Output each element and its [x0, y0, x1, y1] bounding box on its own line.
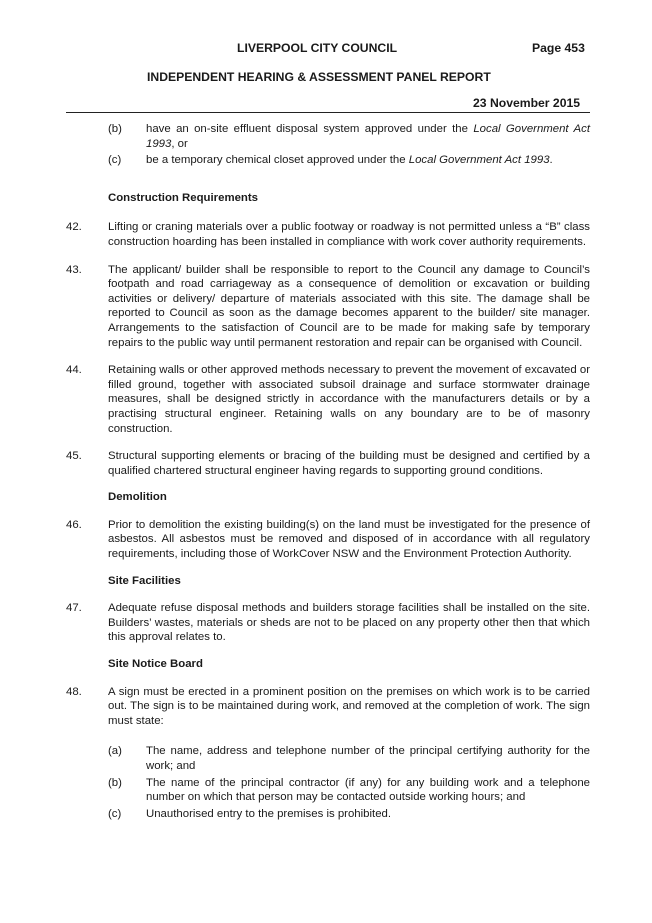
- item-label: (a): [108, 745, 122, 758]
- item-text: The name, address and telephone number of the principal certifying authority for the work; and: [146, 745, 590, 772]
- list-item: [66, 744, 590, 773]
- list-item: [66, 122, 590, 151]
- condition-46: [66, 518, 590, 562]
- condition-number: 45.: [66, 450, 82, 463]
- header-rule: [66, 112, 590, 113]
- report-title: INDEPENDENT HEARING & ASSESSMENT PANEL REPORT: [147, 70, 491, 84]
- item-text: Unauthorised entry to the premises is prohibited.: [146, 807, 392, 820]
- condition-text: Structural supporting elements or bracing of the building must be designed and certified by a qualified chartered structural engineer having regards to supporting ground conditions.: [108, 450, 590, 477]
- condition-text: Retaining walls or other approved methods necessary to prevent the movement of excavated or filled ground, together with associated subsoil drainage and surface stormwater drainage measures, shall be designed strictly in accordance with the manufacturers details or by a practising structural engineer. Retaining walls on any boundary are to be of masonry construction.: [108, 364, 590, 435]
- item-label: (b): [108, 123, 122, 135]
- condition-48: [66, 685, 590, 729]
- condition-number: 47.: [66, 602, 82, 615]
- section-heading: Construction Requirements: [108, 191, 258, 204]
- item-text: have an on-site effluent disposal system approved under the Local Government Act 1993, or: [146, 123, 590, 150]
- item-label: (c): [108, 807, 122, 820]
- condition-number: 46.: [66, 518, 82, 531]
- section-heading: Site Notice Board: [108, 658, 203, 671]
- item-label: (b): [108, 776, 122, 789]
- section-heading: Demolition: [108, 491, 167, 504]
- condition-number: 42.: [66, 221, 82, 234]
- condition-number: 43.: [66, 263, 82, 276]
- condition-44: [66, 363, 590, 436]
- condition-text: Lifting or craning materials over a public footway or roadway is not permitted unless a “B” class construction hoarding has been installed in compliance with work cover authority requirements.: [108, 221, 590, 248]
- condition-number: 44.: [66, 364, 82, 377]
- condition-text: A sign must be erected in a prominent position on the premises on which work is to be carried out. The sign is to be maintained during work, and removed at the completion of work. The sign must state:: [108, 685, 590, 727]
- report-date: 23 November 2015: [473, 96, 581, 110]
- section-heading: Site Facilities: [108, 574, 181, 587]
- council-name: LIVERPOOL CITY COUNCIL: [237, 41, 398, 55]
- condition-45: [66, 449, 590, 478]
- report-body: [66, 122, 590, 821]
- list-item: [66, 807, 590, 822]
- condition-text: The applicant/ builder shall be responsible to report to the Council any damage to Council’s footpath and road carriageway as a consequence of demolition or excavation or building activities or delivery/ departure of materials associated with this site. The damage shall be reported to Council as soon as the damage becomes apparent to the builder/ site manager. Arrangements to the satisfaction of Council are to be made for making safe by temporary repairs to the public way until permanent restoration and repair can be organised with Council.: [108, 263, 590, 349]
- list-item: [66, 153, 590, 168]
- item-label: (c): [108, 154, 122, 167]
- condition-number: 48.: [66, 685, 82, 698]
- item-text: be a temporary chemical closet approved under the Local Government Act 1993.: [146, 154, 553, 167]
- condition-42: [66, 220, 590, 249]
- condition-text: Adequate refuse disposal methods and builders storage facilities shall be installed on the site. Builders’ wastes, materials or sheds are not to be placed on any property other then that which this approval relates to.: [108, 602, 590, 644]
- condition-text: Prior to demolition the existing building(s) on the land must be investigated for the presence of asbestos. All asbestos must be removed and disposed of in accordance with all regulatory requirements, including those of WorkCover NSW and the Environment Protection Authority.: [108, 518, 590, 561]
- item-text: The name of the principal contractor (if any) for any building work and a telephone number on which that person may be contacted outside working hours; and: [146, 776, 590, 804]
- list-item: [66, 776, 590, 805]
- condition-47: [66, 601, 590, 645]
- page-number: Page 453: [532, 41, 585, 55]
- condition-43: [66, 263, 590, 351]
